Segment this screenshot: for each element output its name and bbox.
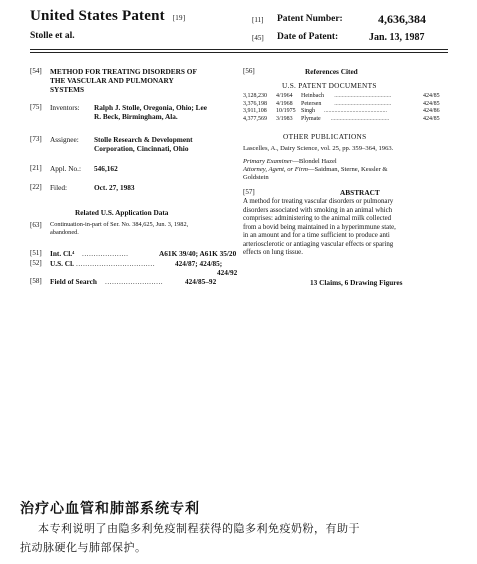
abstract-code: [57] (243, 188, 255, 196)
refs-heading: References Cited (305, 67, 358, 76)
related-heading: Related U.S. Application Data (75, 208, 169, 217)
ref-class: 424/86 (423, 108, 440, 114)
inventors-label: Inventors: (50, 103, 80, 112)
inventors-value: Ralph J. Stolle, Oregonia, Ohio; Lee R. Beck, Birmingham, Ala. (94, 103, 207, 121)
ref-number: 4,377,569 (243, 115, 267, 122)
header-rule-thin (30, 52, 448, 53)
search-leader: ......................... (105, 277, 164, 286)
ref-number: 3,911,108 (243, 108, 267, 114)
search-code: [58] (30, 277, 42, 285)
abstract-body: A method for treating vascular disorders or pulmonary disorders associated with smoking in an animal which comprises: administering to the animal milk collected from a bovid being maintained in a hyperimmune state, in an amount and for a time sufficient to produce anti arteriosclerotic or antiaging vascular effects or sparing effects on lung tissue. (243, 198, 396, 256)
ref-number: 3,128,230 (243, 93, 267, 99)
ref-leader: ....................................... (330, 115, 390, 122)
header-rule-thick (30, 49, 448, 50)
appl-value: 546,162 (94, 164, 118, 173)
search-value: 424/85–92 (185, 277, 217, 286)
claims-line: 13 Claims, 6 Drawing Figures (310, 278, 403, 287)
appl-label: Appl. No.: (50, 164, 82, 173)
ref-date: 10/1975 (276, 108, 296, 114)
ref-date: 4/1964 (276, 93, 293, 99)
ref-class: 424/85 (423, 93, 440, 99)
refs-code: [56] (243, 67, 255, 75)
intcl-leader: .................... (82, 249, 129, 258)
ref-class: 424/85 (423, 115, 440, 122)
ref-name: Singh (301, 108, 316, 114)
ref-name: Heinbach (301, 93, 324, 99)
uscl-value: 424/87; 424/85; (175, 259, 223, 268)
intcl-label: Int. Cl.⁴ (50, 249, 75, 258)
patent-number-value: 4,636,384 (378, 12, 426, 26)
uscl-value-continued: 424/92 (217, 268, 238, 277)
patent-number-code: [11] (252, 16, 264, 24)
appl-code: [21] (30, 164, 42, 172)
assignee-code: [73] (30, 135, 42, 143)
date-of-patent-value: Jan. 13, 1987 (369, 32, 425, 43)
intcl-value: A61K 39/40; A61K 35/20 (159, 249, 237, 258)
assignee-value: Stolle Research & Development Corporation, Cincinnati, Ohio (94, 135, 193, 153)
intcl-code: [51] (30, 249, 42, 257)
assignee-label: Assignee: (50, 135, 79, 144)
attorney-line-continued: Goldstein (243, 174, 269, 181)
ref-class: 424/85 (423, 100, 440, 107)
inventors-code: [75] (30, 103, 42, 111)
ref-leader: .......................................... (324, 108, 387, 114)
abstract-heading: ABSTRACT (340, 188, 380, 197)
filed-value: Oct. 27, 1983 (94, 183, 135, 192)
uscl-leader: .................................. (76, 259, 156, 268)
title-code: [54] (30, 67, 42, 75)
other-pubs-heading: OTHER PUBLICATIONS (283, 132, 367, 141)
uscl-code: [52] (30, 259, 42, 267)
filed-label: Filed: (50, 183, 68, 192)
patent-title-code: [19] (172, 14, 186, 22)
invention-title: METHOD FOR TREATING DISORDERS OF THE VASCULAR AND PULMONARY SYSTEMS (50, 67, 197, 94)
ref-date: 4/1968 (276, 100, 293, 107)
related-value: Continuation-in-part of Ser. No. 384,625, Jun. 3, 1982, abandoned. (50, 221, 189, 236)
ref-name: Plymate (301, 115, 321, 122)
other-pubs-text: Lascelles, A., Dairy Science, vol. 25, pp. 359–364, 1963. (243, 145, 394, 152)
ref-date: 3/1983 (276, 115, 293, 122)
patent-number-label: Patent Number: (277, 14, 343, 24)
ref-leader: ...................................... (334, 100, 392, 107)
caption-line-2: 抗动脉硬化与肺部保护。 (20, 541, 147, 554)
attorney-line: Attorney, Agent, or Firm—Saidman, Sterne, Kessler & (243, 166, 388, 173)
caption-title: 治疗心血管和肺部系统专利 (20, 501, 200, 517)
ref-name: Petersen (301, 100, 322, 107)
search-label: Field of Search (50, 277, 97, 286)
ref-leader: ...................................... (334, 93, 392, 99)
examiner-line: Primary Examiner—Blondel Hazel (243, 158, 337, 165)
us-docs-heading: U.S. PATENT DOCUMENTS (282, 81, 377, 90)
caption-line-1: 本专利说明了由隐多利免疫制程获得的隐多利免疫奶粉，有助于 (38, 522, 360, 535)
date-of-patent-label: Date of Patent: (277, 32, 339, 42)
ref-number: 3,376,198 (243, 100, 267, 107)
uscl-label: U.S. Cl. (50, 259, 74, 268)
patent-office-title: United States Patent [19] (30, 8, 186, 24)
inventor-line: Stolle et al. (30, 31, 75, 41)
related-code: [63] (30, 221, 42, 229)
date-code: [45] (252, 34, 264, 42)
filed-code: [22] (30, 183, 42, 191)
